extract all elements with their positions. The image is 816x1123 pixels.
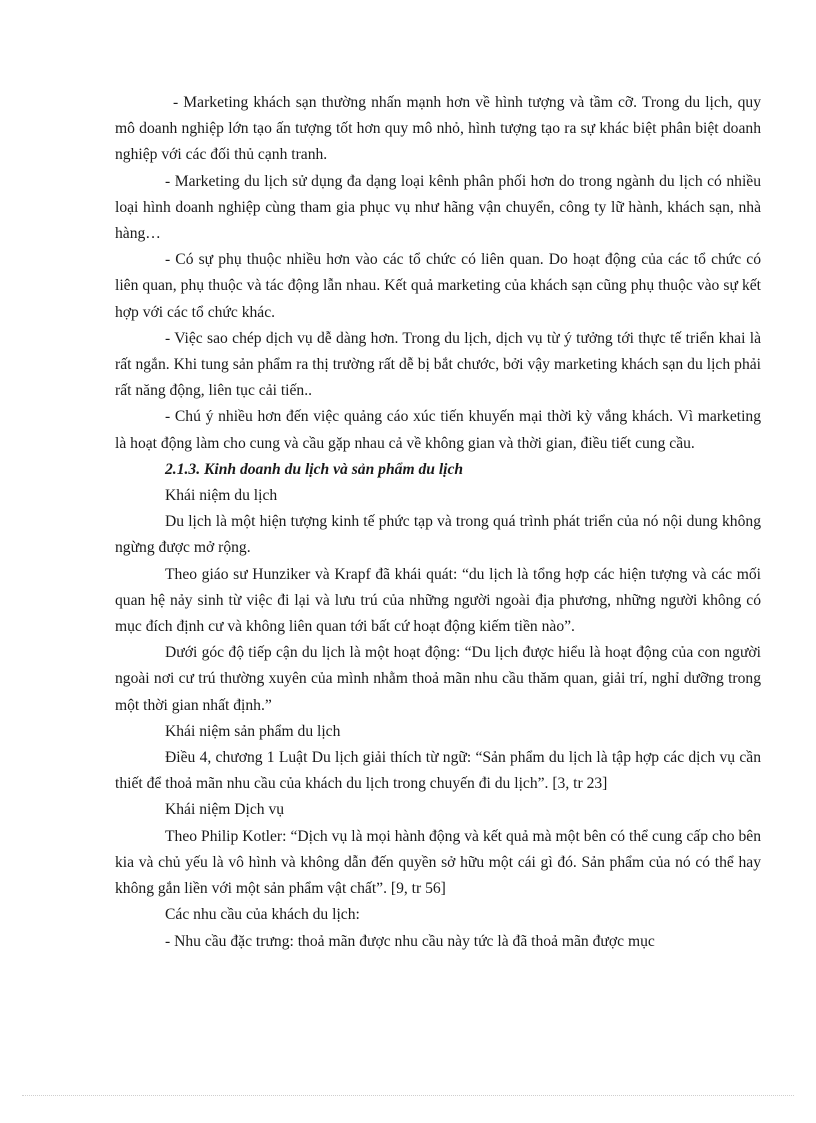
paragraph-specific-needs: - Nhu cầu đặc trưng: thoả mãn được nhu cầu này tức là đã thoả mãn được mục xyxy=(165,932,655,950)
paragraph-promotion: - Chú ý nhiều hơn đến việc quảng cáo xúc tiến khuyến mại thời kỳ vắng khách. Vì marketing là hoạt động làm cho cung và cầu gặp nhau cả về không gian và thời gian, điều tiết cung cầu. xyxy=(115,408,761,452)
section-heading: 2.1.3. Kinh doanh du lịch và sản phẩm du lịch xyxy=(165,460,464,478)
page-bottom-divider xyxy=(22,1095,794,1096)
paragraph-hotel-image: - Marketing khách sạn thường nhấn mạnh hơn về hình tượng và tầm cỡ. Trong du lịch, quy mô doanh nghiệp lớn tạo ấn tượng tốt hơn quy mô nhỏ, hình tượng tạo ra sự khác biệt phân biệt doanh nghiệp với các đối thủ cạnh tranh. xyxy=(115,94,761,164)
label-tourist-needs: Các nhu cầu của khách du lịch: xyxy=(165,906,360,924)
label-tourism-product: Khái niệm sản phẩm du lịch xyxy=(165,722,341,740)
paragraph-hunziker-krapf: Theo giáo sư Hunziker và Krapf đã khái quát: “du lịch là tổng hợp các hiện tượng và các mối quan hệ nảy sinh từ việc đi lại và lưu trú của những người ngoài địa phương, những người không có mục đích định cư và không liên quan tới bất cứ hoạt động kiếm tiền nào”. xyxy=(115,565,761,636)
paragraph-law-article: Điều 4, chương 1 Luật Du lịch giải thích từ ngữ: “Sản phẩm du lịch là tập hợp các dịch vụ cần thiết để thoả mãn nhu cầu của khách du lịch trong chuyến đi du lịch”. [3, tr 23] xyxy=(115,749,761,793)
paragraph-kotler: Theo Philip Kotler: “Dịch vụ là mọi hành động và kết quả mà một bên có thể cung cấp cho bên kia và chủ yếu là vô hình và không dẫn đến quyền sở hữu một cái gì đó. Sản phẩm của nó có thể hay không gắn liền với một sản phẩm vật chất”. [9, tr 56] xyxy=(115,827,761,898)
label-service-concept: Khái niệm Dịch vụ xyxy=(165,801,285,819)
paragraph-copying: - Việc sao chép dịch vụ dễ dàng hơn. Trong du lịch, dịch vụ từ ý tưởng tới thực tế triển khai là rất ngắn. Khi tung sản phẩm ra thị trường rất dễ bị bắt chước, bởi vậy marketing khách sạn du lịch phải rất năng động, liên tục cải tiến.. xyxy=(115,329,761,400)
paragraph-distribution-channels: - Marketing du lịch sử dụng đa dạng loại kênh phân phối hơn do trong ngành du lịch có nhiều loại hình doanh nghiệp cùng tham gia phục vụ như hãng vận chuyển, công ty lữ hành, khách sạn, nhà hàng… xyxy=(115,172,761,243)
document-page xyxy=(115,90,761,955)
paragraph-activity-view: Dưới góc độ tiếp cận du lịch là một hoạt động: “Du lịch được hiểu là hoạt động của con người ngoài nơi cư trú thường xuyên của mình nhằm thoả mãn nhu cầu thăm quan, giải trí, nghỉ dưỡng trong một thời gian nhất định.” xyxy=(115,644,761,714)
paragraph-dependence: - Có sự phụ thuộc nhiều hơn vào các tổ chức có liên quan. Do hoạt động của các tổ chức có liên quan, phụ thuộc và tác động lẫn nhau. Kết quả marketing của khách sạn cũng phụ thuộc vào sự kết hợp với các tổ chức khác. xyxy=(115,251,761,321)
paragraph-tourism-definition: Du lịch là một hiện tượng kinh tế phức tạp và trong quá trình phát triển của nó nội dung không ngừng được mở rộng. xyxy=(115,513,761,557)
label-tourism-concept: Khái niệm du lịch xyxy=(165,487,278,505)
